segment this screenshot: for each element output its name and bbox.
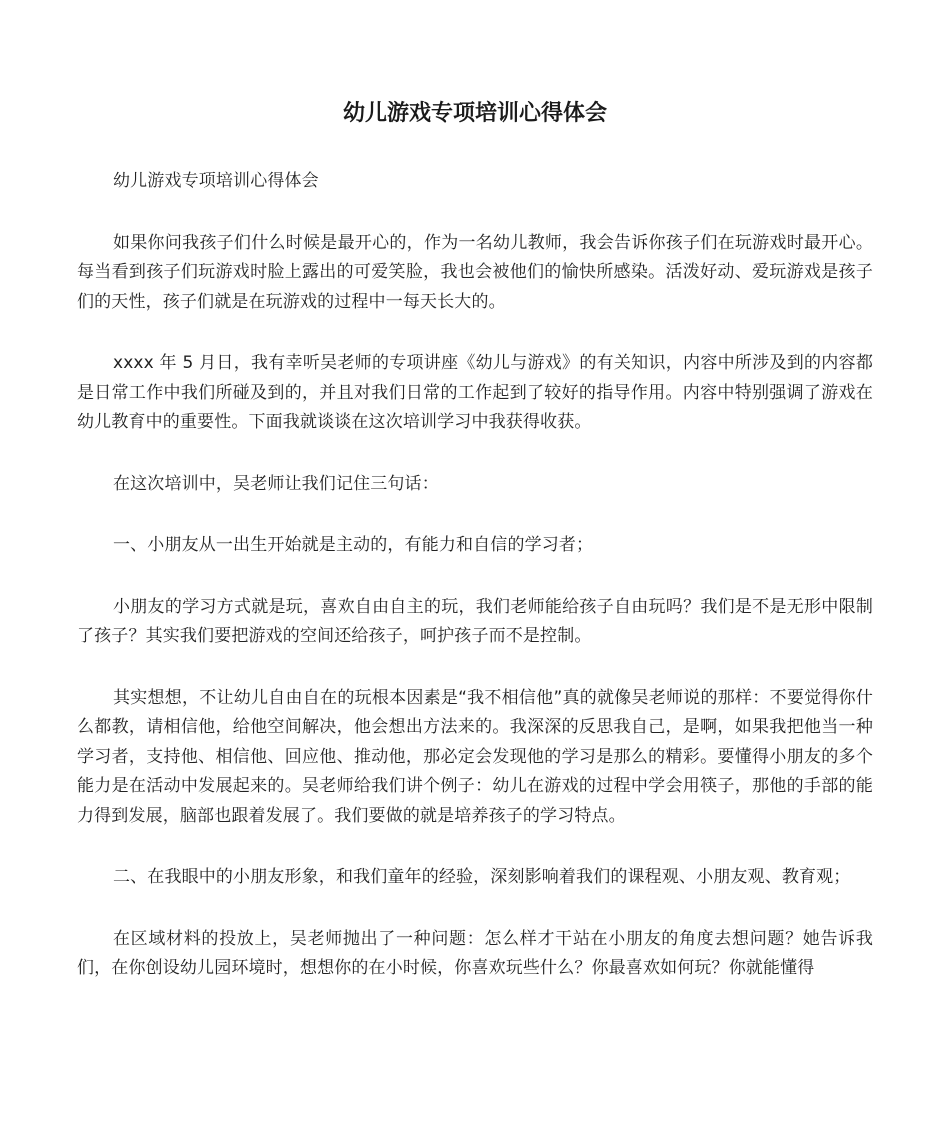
body-paragraph: 小朋友的学习方式就是玩，喜欢自由自主的玩，我们老师能给孩子自由玩吗？我们是不是无形中限制了孩子？其实我们要把游戏的空间还给孩子，呵护孩子而不是控制。 bbox=[77, 596, 873, 646]
body-paragraph: 在这次培训中，吴老师让我们记住三句话： bbox=[113, 473, 439, 494]
body-paragraph: xxxx 年 5 月日，我有幸听吴老师的专项讲座《幼儿与游戏》的有关知识，内容中所涉及到的内容都是日常工作中我们所碰及到的，并且对我们日常的工作起到了较好的指导作用。内容中特别强调了游戏在幼儿教育中的重要性。下面我就谈谈在这次培训学习中我获得收获。 bbox=[77, 353, 873, 432]
list-point-paragraph: 一、小朋友从一出生开始就是主动的，有能力和自信的学习者； bbox=[113, 535, 594, 555]
list-point-paragraph: 二、在我眼中的小朋友形象，和我们童年的经验，深刻影响着我们的课程观、小朋友观、教育观； bbox=[113, 867, 851, 887]
document-title: 幼儿游戏专项培训心得体会 bbox=[342, 101, 607, 126]
body-paragraph: 其实想想，不让幼儿自由自在的玩根本因素是“我不相信他”真的就像吴老师说的那样：不要觉得你什么都教，请相信他，给他空间解决，他会想出方法来的。我深深的反思我自己，是啊，如果我把他当一种学习者，支持他、相信他、回应他、推动他，那必定会发现他的学习是那么的精彩。要懂得小朋友的多个能力是在活动中发展起来的。吴老师给我们讲个例子：幼儿在游戏的过程中学会用筷子，那他的手部的能力得到发展，脑部也跟着发展了。我们要做的就是培养孩子的学习特点。 bbox=[77, 687, 873, 826]
document-body bbox=[77, 167, 873, 1016]
body-paragraph: 在区域材料的投放上，吴老师抛出了一种问题：怎么样才干站在小朋友的角度去想问题？她告诉我们，在你创设幼儿园环境时，想想你的在小时候，你喜欢玩些什么？你最喜欢如何玩？你就能懂得 bbox=[77, 928, 873, 978]
subtitle-paragraph: 幼儿游戏专项培训心得体会 bbox=[113, 171, 319, 191]
body-paragraph: 如果你问我孩子们什么时候是最开心的，作为一名幼儿教师，我会告诉你孩子们在玩游戏时最开心。每当看到孩子们玩游戏时脸上露出的可爱笑脸，我也会被他们的愉快所感染。活泼好动、爱玩游戏是孩子们的天性，孩子们就是在玩游戏的过程中一每天长大的。 bbox=[77, 232, 873, 312]
